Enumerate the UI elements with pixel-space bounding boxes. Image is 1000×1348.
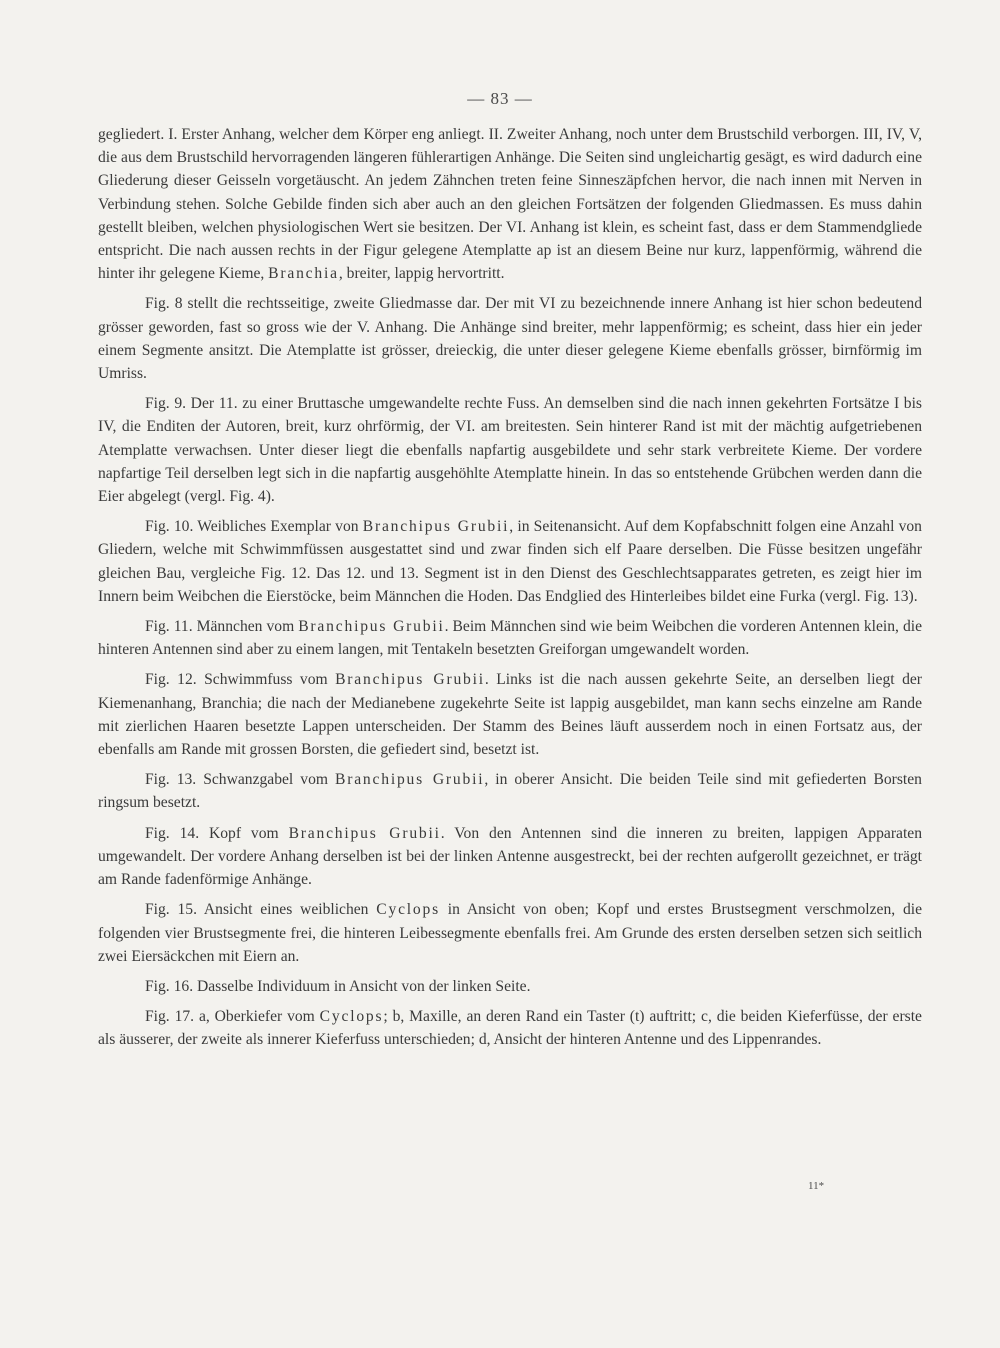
species-name: Branchipus Grubii bbox=[335, 771, 485, 789]
text-segment: Fig. 10. Weibliches Exemplar von bbox=[145, 518, 363, 536]
text-segment: . Beim Männchen sind wie beim Weibchen die vorderen Antennen klein, die hinteren Antennen sind aber zu einem langen, mit Tentakeln besetzten Greiforgan umgewandelt worden. bbox=[98, 618, 922, 659]
text-segment: gegliedert. I. Erster Anhang, welcher dem Körper eng anliegt. II. Zweiter Anhang, noch unter dem Brustschild verborgen. III, IV, V, die aus dem Brustschild hervorragenden längeren fühlerartigen Anhänge. Die Seiten sind ungleichartig gesägt, es wird dadurch eine Gliederung dieser Geisseln vorgetäuscht. An jedem Zähnchen treten feine Sinneszäpfchen hervor, die nach innen mit Nerven in Verbindung stehen. Solche Gebilde finden sich aber auch an den gleichen Fortsätzen der folgenden Gliedmassen. Es muss dahin gestellt bleiben, welchen physiologischen Wert sie besitzen. Der VI. Anhang ist klein, es scheint fast, dass er dem Stammendgliede entspricht. Die nach aussen rechts in der Figur gelegene Atemplatte ap ist an diesem Beine nur kurz, lappenförmig, während die hinter ihr gelegene Kieme, bbox=[98, 126, 922, 283]
paragraph-p3 bbox=[98, 392, 922, 508]
text-segment: Fig. 17. a, Oberkiefer vom bbox=[145, 1008, 320, 1026]
text-segment: . Von den Antennen sind die inneren zu breiten, lappigen Apparaten umgewandelt. Der vordere Anhang derselben ist bei der linken Antenne ausgestreckt, bei der rechten aufgerollt gezeichnet, er trägt am Rande fadenförmige Anhänge. bbox=[98, 824, 922, 889]
species-name: Branchia bbox=[268, 265, 339, 283]
text-segment: . Links ist die nach aussen gekehrte Seite, an derselben liegt der Kiemenanhang, Branchia; die nach der Medianebene zugekehrte Seite ist lappig ausgebildet, man kann sechs einzelne am Rande mit zierlichen Haaren besetzte Lappen unterscheiden. Der Stamm des Beines läuft ausserdem noch in einen Fortsatz aus, der ebenfalls am Rande mit grossen Borsten, die gefiedert sind, besetzt ist. bbox=[98, 671, 922, 759]
text-segment: , in Seitenansicht. Auf dem Kopfabschnitt folgen eine Anzahl von Gliedern, welche mit Schwimmfüssen ausgestattet sind und zwar finden sich elf Paare derselben. Die Füsse besitzen ungefähr gleichen Bau, vergleiche Fig. 12. Das 12. und 13. Segment ist in den Dienst des Geschlechtsapparates getreten, es zeigt hier im Innern beim Weibchen die Eierstöcke, beim Männchen die Hoden. Das Endglied des Hinterleibes bildet eine Furka (vergl. Fig. 13). bbox=[98, 518, 922, 605]
paragraph-p6 bbox=[98, 668, 922, 761]
text-segment: Fig. 9. Der 11. zu einer Bruttasche umgewandelte rechte Fuss. An demselben sind die nach innen gekehrten Fortsätze I bis IV, die Enditen der Autoren, breit, kurz ohrförmig, der VI. am breitesten. Sein hinterer Rand ist mit der mächtig aufgetriebenen Atemplatte verwachsen. Unter dieser liegt die ebenfalls napfartig ausgebildete und sehr stark verbreitete Kieme. Der vordere napfartige Teil derselben legt sich in die napfartig ausgehöhlte Atemplatte hinein. In das so entstehende Grübchen werden dann die Eier abgelegt (vergl. Fig. 4). bbox=[98, 395, 922, 506]
text-segment: Fig. 11. Männchen vom bbox=[145, 618, 299, 636]
species-name: Cyclops bbox=[319, 1008, 384, 1026]
text-segment: Fig. 8 stellt die rechtsseitige, zweite Gliedmasse dar. Der mit VI zu bezeichnende innere Anhang ist hier schon bedeutend grösser geworden, fast so gross wie der V. Anhang. Die Anhänge sind breiter, mehr lappenförmig; es scheint, dass hier ein jeder einem Segmente ansitzt. Die Atemplatte ist grösser, dreieckig, die unter dieser gelegene Kieme ebenfalls grösser, birnförmig im Umriss. bbox=[98, 295, 922, 383]
paragraph-p8 bbox=[98, 822, 922, 892]
paragraph-p9 bbox=[98, 898, 922, 968]
text-segment: , breiter, lappig hervortritt. bbox=[338, 265, 505, 283]
text-segment: Fig. 16. Dasselbe Individuum in Ansicht von der linken Seite. bbox=[145, 977, 531, 995]
text-segment: ; b, Maxille, an deren Rand ein Taster (t) auftritt; c, die beiden Kieferfüsse, der erste als äusserer, der zweite als innerer Kieferfuss unterschieden; d, Ansicht der hinteren Antenne und des Lippenrandes. bbox=[98, 1008, 922, 1049]
signature-mark: 11* bbox=[808, 1180, 825, 1192]
species-name: Cyclops bbox=[376, 901, 440, 919]
text-segment: in Ansicht von oben; Kopf und erstes Brustsegment verschmolzen, die folgenden vier Brustsegmente frei, die hinteren Leibessegmente ebenfalls frei. Am Grunde des ersten derselben setzen sich seitlich zwei Eiersäckchen mit Eiern an. bbox=[98, 901, 923, 965]
paragraph-p2 bbox=[98, 292, 922, 385]
paragraph-p4 bbox=[98, 515, 922, 608]
paragraph-p5 bbox=[98, 615, 922, 661]
species-name: Branchipus Grubii bbox=[288, 824, 441, 842]
text-segment: Fig. 14. Kopf vom bbox=[145, 824, 289, 842]
body-text bbox=[98, 123, 922, 1059]
paragraph-p7 bbox=[98, 768, 922, 814]
species-name: Branchipus Grubii bbox=[362, 518, 510, 536]
paragraph-p1 bbox=[98, 123, 922, 285]
paragraph-p11 bbox=[98, 1005, 922, 1051]
text-segment: , in oberer Ansicht. Die beiden Teile sind mit gefiederten Borsten ringsum besetzt. bbox=[98, 771, 922, 812]
species-name: Branchipus Grubii bbox=[298, 618, 445, 636]
species-name: Branchipus Grubii bbox=[335, 671, 485, 689]
text-segment: Fig. 12. Schwimmfuss vom bbox=[145, 671, 336, 689]
paragraph-p10 bbox=[98, 975, 922, 998]
text-segment: Fig. 15. Ansicht eines weiblichen bbox=[145, 901, 377, 919]
page-number: — 83 — bbox=[467, 89, 533, 108]
text-segment: Fig. 13. Schwanzgabel vom bbox=[145, 771, 335, 789]
